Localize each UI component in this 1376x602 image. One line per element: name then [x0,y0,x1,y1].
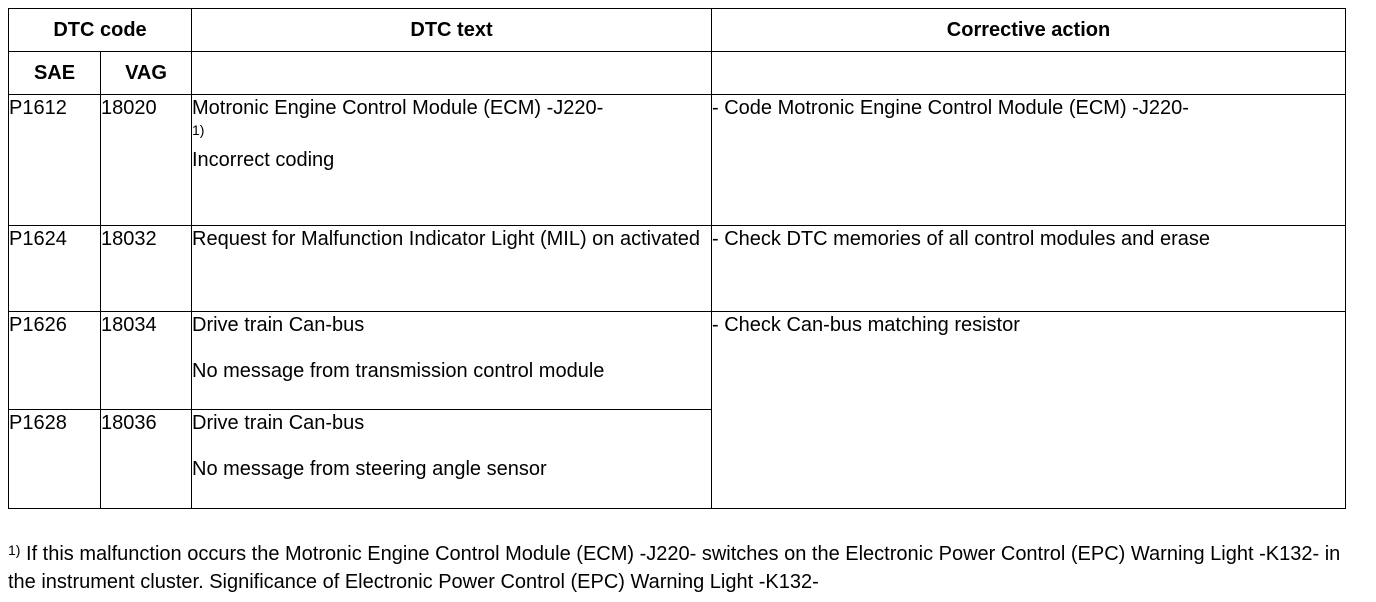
dtc-text-line: Drive train Can-bus [192,412,365,434]
dtc-text-cell [192,312,712,410]
dtc-text-cell: Request for Malfunction Indicator Light (MIL) on activated [192,226,712,312]
corrective-action-cell: - Check DTC memories of all control modules and erase [712,226,1346,312]
dtc-table [8,8,1346,509]
footnote-marker: 1) [8,542,21,558]
spacer [192,139,711,147]
dtc-text-detail: No message from steering angle sensor [192,458,547,480]
subheader-row [9,52,1346,95]
vag-header: VAG [101,52,192,95]
footnote [8,540,1368,596]
dtc-text-detail: Incorrect coding [192,149,335,171]
dtc-code-header: DTC code [9,9,192,52]
vag-code: 18034 [101,312,192,410]
dtc-text-line: Drive train Can-bus [192,314,365,336]
footnote-reference: 1) [192,122,205,138]
dtc-text-cell [192,410,712,509]
sae-code: P1624 [9,226,101,312]
table-row [9,312,1346,410]
sae-code: P1628 [9,410,101,509]
header-row [9,9,1346,52]
empty-text-subheader [192,52,712,95]
dtc-text-cell [192,95,712,226]
footnote-text: If this malfunction occurs the Motronic Engine Control Module (ECM) -J220- switches on the Electronic Power Control (EPC) Warning Light -K132- in the instrument cluster. Significance of Electronic Power Control (EPC) Warning Light -K132- [8,543,1341,593]
dtc-text-header: DTC text [192,9,712,52]
sae-code: P1612 [9,95,101,226]
sae-header: SAE [9,52,101,95]
dtc-text-line: Motronic Engine Control Module (ECM) -J220- [192,97,604,119]
table-row [9,226,1346,312]
vag-code: 18032 [101,226,192,312]
corrective-action-cell: - Code Motronic Engine Control Module (ECM) -J220- [712,95,1346,226]
dtc-text-detail: No message from transmission control module [192,360,605,382]
corrective-action-header: Corrective action [712,9,1346,52]
spacer [192,436,711,456]
table-row [9,95,1346,226]
vag-code: 18020 [101,95,192,226]
sae-code: P1626 [9,312,101,410]
empty-action-subheader [712,52,1346,95]
corrective-action-cell: - Check Can-bus matching resistor [712,312,1346,509]
vag-code: 18036 [101,410,192,509]
spacer [192,338,711,358]
